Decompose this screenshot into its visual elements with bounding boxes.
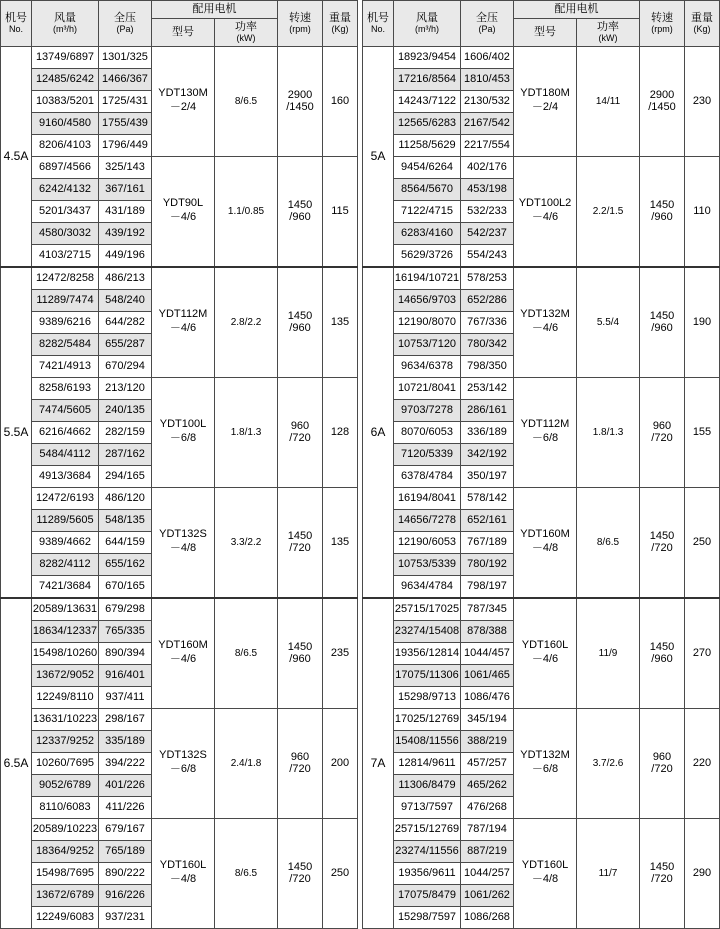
pressure-cell: 670/294 xyxy=(99,355,152,377)
flow-cell: 4580/3032 xyxy=(32,222,99,244)
pressure-cell: 787/194 xyxy=(461,818,514,840)
pressure-cell: 367/161 xyxy=(99,178,152,200)
flow-cell: 12249/8110 xyxy=(32,686,99,708)
flow-cell: 12190/6053 xyxy=(394,531,461,553)
flow-cell: 12249/6083 xyxy=(32,906,99,928)
header-pressure: 全压 (Pa) xyxy=(99,1,152,47)
pressure-cell: 411/226 xyxy=(99,796,152,818)
pressure-cell: 890/394 xyxy=(99,642,152,664)
table-row xyxy=(363,156,720,178)
table-row xyxy=(1,377,358,399)
flow-cell: 19356/12814 xyxy=(394,642,461,664)
pressure-cell: 548/240 xyxy=(99,289,152,311)
flow-cell: 10721/8041 xyxy=(394,377,461,399)
speed-cell: 1450 /960 xyxy=(278,267,323,378)
header-motor: 配用电机 xyxy=(152,1,278,19)
flow-cell: 11289/7474 xyxy=(32,289,99,311)
flow-cell: 17075/8479 xyxy=(394,884,461,906)
pressure-cell: 542/237 xyxy=(461,222,514,244)
flow-cell: 13672/9052 xyxy=(32,664,99,686)
pressure-cell: 644/159 xyxy=(99,531,152,553)
pressure-cell: 2167/542 xyxy=(461,112,514,134)
pressure-cell: 449/196 xyxy=(99,244,152,267)
pressure-cell: 554/243 xyxy=(461,244,514,267)
motor-model-cell: YDT100L2 －4/6 xyxy=(514,156,577,267)
pressure-cell: 644/282 xyxy=(99,311,152,333)
pressure-cell: 679/298 xyxy=(99,598,152,621)
motor-model-cell: YDT90L －4/6 xyxy=(152,156,215,267)
flow-cell: 7421/3684 xyxy=(32,575,99,598)
pressure-cell: 655/162 xyxy=(99,553,152,575)
flow-cell: 8282/5484 xyxy=(32,333,99,355)
pressure-cell: 679/167 xyxy=(99,818,152,840)
flow-cell: 6242/4132 xyxy=(32,178,99,200)
motor-power-cell: 3.7/2.6 xyxy=(577,708,640,818)
flow-cell: 12565/6283 xyxy=(394,112,461,134)
group-no-cell: 6.5A xyxy=(1,598,32,929)
table-row xyxy=(1,487,358,509)
flow-cell: 12472/6193 xyxy=(32,487,99,509)
table-header-row xyxy=(1,1,358,19)
header-motor-model: 型号 xyxy=(152,18,215,46)
pressure-cell: 780/342 xyxy=(461,333,514,355)
weight-cell: 110 xyxy=(685,156,720,267)
pressure-cell: 890/222 xyxy=(99,862,152,884)
table-row xyxy=(363,487,720,509)
speed-cell: 960 /720 xyxy=(640,377,685,487)
pressure-cell: 2217/554 xyxy=(461,134,514,156)
group-no-cell: 4.5A xyxy=(1,46,32,267)
flow-cell: 16194/8041 xyxy=(394,487,461,509)
table-row xyxy=(363,267,720,290)
motor-power-cell: 1.1/0.85 xyxy=(215,156,278,267)
speed-cell: 1450 /960 xyxy=(640,156,685,267)
pressure-cell: 439/192 xyxy=(99,222,152,244)
flow-cell: 18364/9252 xyxy=(32,840,99,862)
flow-cell: 25715/12769 xyxy=(394,818,461,840)
flow-cell: 7421/4913 xyxy=(32,355,99,377)
flow-cell: 12337/9252 xyxy=(32,730,99,752)
table-row xyxy=(363,818,720,840)
motor-power-cell: 14/11 xyxy=(577,46,640,156)
flow-cell: 20589/13631 xyxy=(32,598,99,621)
motor-model-cell: YDT160L －4/6 xyxy=(514,598,577,709)
flow-cell: 5201/3437 xyxy=(32,200,99,222)
motor-power-cell: 8/6.5 xyxy=(215,46,278,156)
pressure-cell: 1606/402 xyxy=(461,46,514,68)
flow-cell: 14656/9703 xyxy=(394,289,461,311)
motor-power-cell: 2.8/2.2 xyxy=(215,267,278,378)
speed-cell: 960 /720 xyxy=(640,708,685,818)
group-no-cell: 5A xyxy=(363,46,394,267)
header-motor: 配用电机 xyxy=(514,1,640,19)
pressure-cell: 767/336 xyxy=(461,311,514,333)
table-row xyxy=(363,708,720,730)
motor-model-cell: YDT130M －2/4 xyxy=(152,46,215,156)
pressure-cell: 402/176 xyxy=(461,156,514,178)
flow-cell: 12485/6242 xyxy=(32,68,99,90)
flow-cell: 14656/7278 xyxy=(394,509,461,531)
flow-cell: 17216/8564 xyxy=(394,68,461,90)
pressure-cell: 787/345 xyxy=(461,598,514,621)
flow-cell: 17075/11306 xyxy=(394,664,461,686)
motor-power-cell: 1.8/1.3 xyxy=(215,377,278,487)
table-header-row xyxy=(363,1,720,19)
flow-cell: 8564/5670 xyxy=(394,178,461,200)
pressure-cell: 887/219 xyxy=(461,840,514,862)
speed-cell: 1450 /960 xyxy=(278,598,323,709)
group-no-cell: 6A xyxy=(363,267,394,598)
flow-cell: 6216/4662 xyxy=(32,421,99,443)
pressure-cell: 431/189 xyxy=(99,200,152,222)
pressure-cell: 765/335 xyxy=(99,620,152,642)
weight-cell: 200 xyxy=(323,708,358,818)
table-row xyxy=(363,377,720,399)
pressure-cell: 916/401 xyxy=(99,664,152,686)
table-row xyxy=(1,818,358,840)
flow-cell: 9389/4662 xyxy=(32,531,99,553)
flow-cell: 13631/10223 xyxy=(32,708,99,730)
header-speed: 转速 (rpm) xyxy=(278,1,323,47)
header-weight: 重量 (Kg) xyxy=(323,1,358,47)
flow-cell: 9160/4580 xyxy=(32,112,99,134)
pressure-cell: 1755/439 xyxy=(99,112,152,134)
flow-cell: 8110/6083 xyxy=(32,796,99,818)
speed-cell: 960 /720 xyxy=(278,377,323,487)
speed-cell: 1450 /960 xyxy=(278,156,323,267)
pressure-cell: 336/189 xyxy=(461,421,514,443)
flow-cell: 11258/5629 xyxy=(394,134,461,156)
pressure-cell: 486/120 xyxy=(99,487,152,509)
weight-cell: 250 xyxy=(323,818,358,928)
pressure-cell: 1044/257 xyxy=(461,862,514,884)
group-no-cell: 7A xyxy=(363,598,394,929)
flow-cell: 11306/8479 xyxy=(394,774,461,796)
group-no-cell: 5.5A xyxy=(1,267,32,598)
flow-cell: 9634/4784 xyxy=(394,575,461,598)
table-row xyxy=(1,598,358,621)
pressure-cell: 1086/476 xyxy=(461,686,514,708)
pressure-cell: 325/143 xyxy=(99,156,152,178)
pressure-cell: 548/135 xyxy=(99,509,152,531)
flow-cell: 16194/10721 xyxy=(394,267,461,290)
table-row xyxy=(1,46,358,68)
pressure-cell: 213/120 xyxy=(99,377,152,399)
flow-cell: 18634/12337 xyxy=(32,620,99,642)
motor-model-cell: YDT160L －4/8 xyxy=(514,818,577,928)
pressure-cell: 798/350 xyxy=(461,355,514,377)
flow-cell: 10383/5201 xyxy=(32,90,99,112)
header-group-no: 机号 No. xyxy=(1,1,32,47)
flow-cell: 9389/6216 xyxy=(32,311,99,333)
flow-cell: 10753/5339 xyxy=(394,553,461,575)
motor-power-cell: 1.8/1.3 xyxy=(577,377,640,487)
motor-power-cell: 8/6.5 xyxy=(215,598,278,709)
header-group-no: 机号 No. xyxy=(363,1,394,47)
speed-cell: 1450 /960 xyxy=(640,598,685,709)
header-motor-model: 型号 xyxy=(514,18,577,46)
pressure-cell: 765/189 xyxy=(99,840,152,862)
pressure-cell: 578/253 xyxy=(461,267,514,290)
header-flow: 风量 (m³/h) xyxy=(394,1,461,47)
pressure-cell: 486/213 xyxy=(99,267,152,290)
speed-cell: 1450 /720 xyxy=(640,818,685,928)
flow-cell: 23274/11556 xyxy=(394,840,461,862)
pressure-cell: 453/198 xyxy=(461,178,514,200)
flow-cell: 13672/6789 xyxy=(32,884,99,906)
table-row xyxy=(363,598,720,621)
flow-cell: 9052/6789 xyxy=(32,774,99,796)
speed-cell: 1450 /720 xyxy=(640,487,685,598)
speed-cell: 2900 /1450 xyxy=(278,46,323,156)
weight-cell: 160 xyxy=(323,46,358,156)
fan-spec-table-right xyxy=(362,0,720,929)
motor-power-cell: 11/7 xyxy=(577,818,640,928)
pressure-cell: 652/161 xyxy=(461,509,514,531)
header-speed: 转速 (rpm) xyxy=(640,1,685,47)
pressure-cell: 335/189 xyxy=(99,730,152,752)
flow-cell: 5629/3726 xyxy=(394,244,461,267)
motor-power-cell: 5.5/4 xyxy=(577,267,640,378)
flow-cell: 18923/9454 xyxy=(394,46,461,68)
flow-cell: 6897/4566 xyxy=(32,156,99,178)
weight-cell: 220 xyxy=(685,708,720,818)
weight-cell: 290 xyxy=(685,818,720,928)
pressure-cell: 1301/325 xyxy=(99,46,152,68)
pressure-cell: 916/226 xyxy=(99,884,152,906)
fan-spec-table-left xyxy=(0,0,358,929)
pressure-cell: 394/222 xyxy=(99,752,152,774)
flow-cell: 15298/9713 xyxy=(394,686,461,708)
flow-cell: 12472/8258 xyxy=(32,267,99,290)
pressure-cell: 937/411 xyxy=(99,686,152,708)
motor-power-cell: 11/9 xyxy=(577,598,640,709)
pressure-cell: 878/388 xyxy=(461,620,514,642)
pressure-cell: 465/262 xyxy=(461,774,514,796)
speed-cell: 1450 /720 xyxy=(278,818,323,928)
pressure-cell: 401/226 xyxy=(99,774,152,796)
motor-model-cell: YDT112M －6/8 xyxy=(514,377,577,487)
pressure-cell: 253/142 xyxy=(461,377,514,399)
flow-cell: 7474/5605 xyxy=(32,399,99,421)
pressure-cell: 2130/532 xyxy=(461,90,514,112)
weight-cell: 115 xyxy=(323,156,358,267)
flow-cell: 23274/15408 xyxy=(394,620,461,642)
flow-cell: 17025/12769 xyxy=(394,708,461,730)
pressure-cell: 345/194 xyxy=(461,708,514,730)
flow-cell: 12190/8070 xyxy=(394,311,461,333)
weight-cell: 135 xyxy=(323,267,358,378)
flow-cell: 5484/4112 xyxy=(32,443,99,465)
header-motor-power: 功率 (kW) xyxy=(577,18,640,46)
weight-cell: 250 xyxy=(685,487,720,598)
motor-power-cell: 2.4/1.8 xyxy=(215,708,278,818)
flow-cell: 6378/4784 xyxy=(394,465,461,487)
weight-cell: 128 xyxy=(323,377,358,487)
header-pressure: 全压 (Pa) xyxy=(461,1,514,47)
flow-cell: 8258/6193 xyxy=(32,377,99,399)
flow-cell: 9713/7597 xyxy=(394,796,461,818)
table-row xyxy=(363,46,720,68)
weight-cell: 230 xyxy=(685,46,720,156)
flow-cell: 10753/7120 xyxy=(394,333,461,355)
flow-cell: 20589/10223 xyxy=(32,818,99,840)
speed-cell: 1450 /960 xyxy=(640,267,685,378)
pressure-cell: 578/142 xyxy=(461,487,514,509)
pressure-cell: 282/159 xyxy=(99,421,152,443)
pressure-cell: 1061/465 xyxy=(461,664,514,686)
pressure-cell: 240/135 xyxy=(99,399,152,421)
motor-model-cell: YDT160M －4/8 xyxy=(514,487,577,598)
pressure-cell: 1796/449 xyxy=(99,134,152,156)
pressure-cell: 457/257 xyxy=(461,752,514,774)
flow-cell: 12814/9611 xyxy=(394,752,461,774)
motor-model-cell: YDT132M －6/8 xyxy=(514,708,577,818)
pressure-cell: 342/192 xyxy=(461,443,514,465)
pressure-cell: 298/167 xyxy=(99,708,152,730)
flow-cell: 15408/11556 xyxy=(394,730,461,752)
flow-cell: 4103/2715 xyxy=(32,244,99,267)
speed-cell: 2900 /1450 xyxy=(640,46,685,156)
motor-model-cell: YDT160M －4/6 xyxy=(152,598,215,709)
flow-cell: 9634/6378 xyxy=(394,355,461,377)
pressure-cell: 287/162 xyxy=(99,443,152,465)
pressure-cell: 780/192 xyxy=(461,553,514,575)
motor-model-cell: YDT112M －4/6 xyxy=(152,267,215,378)
flow-cell: 4913/3684 xyxy=(32,465,99,487)
weight-cell: 190 xyxy=(685,267,720,378)
header-flow: 风量 (m³/h) xyxy=(32,1,99,47)
pressure-cell: 532/233 xyxy=(461,200,514,222)
flow-cell: 8282/4112 xyxy=(32,553,99,575)
pressure-cell: 388/219 xyxy=(461,730,514,752)
motor-model-cell: YDT180M －2/4 xyxy=(514,46,577,156)
flow-cell: 9454/6264 xyxy=(394,156,461,178)
table-row xyxy=(1,156,358,178)
flow-cell: 15498/10260 xyxy=(32,642,99,664)
motor-power-cell: 8/6.5 xyxy=(577,487,640,598)
weight-cell: 155 xyxy=(685,377,720,487)
flow-cell: 7122/4715 xyxy=(394,200,461,222)
pressure-cell: 1466/367 xyxy=(99,68,152,90)
pressure-cell: 294/165 xyxy=(99,465,152,487)
pressure-cell: 1086/268 xyxy=(461,906,514,928)
motor-power-cell: 8/6.5 xyxy=(215,818,278,928)
pressure-cell: 670/165 xyxy=(99,575,152,598)
motor-model-cell: YDT132S －6/8 xyxy=(152,708,215,818)
flow-cell: 7120/5339 xyxy=(394,443,461,465)
flow-cell: 15298/7597 xyxy=(394,906,461,928)
pressure-cell: 767/189 xyxy=(461,531,514,553)
table-row xyxy=(1,708,358,730)
pressure-cell: 655/287 xyxy=(99,333,152,355)
pressure-cell: 652/286 xyxy=(461,289,514,311)
flow-cell: 8070/6053 xyxy=(394,421,461,443)
flow-cell: 15498/7695 xyxy=(32,862,99,884)
motor-power-cell: 2.2/1.5 xyxy=(577,156,640,267)
pressure-cell: 937/231 xyxy=(99,906,152,928)
flow-cell: 8206/4103 xyxy=(32,134,99,156)
speed-cell: 1450 /720 xyxy=(278,487,323,598)
pressure-cell: 1810/453 xyxy=(461,68,514,90)
flow-cell: 19356/9611 xyxy=(394,862,461,884)
pressure-cell: 1044/457 xyxy=(461,642,514,664)
pressure-cell: 286/161 xyxy=(461,399,514,421)
motor-model-cell: YDT100L －6/8 xyxy=(152,377,215,487)
weight-cell: 135 xyxy=(323,487,358,598)
flow-cell: 11289/5605 xyxy=(32,509,99,531)
pressure-cell: 1061/262 xyxy=(461,884,514,906)
table-row xyxy=(1,267,358,290)
flow-cell: 13749/6897 xyxy=(32,46,99,68)
header-motor-power: 功率 (kW) xyxy=(215,18,278,46)
motor-model-cell: YDT132S －4/8 xyxy=(152,487,215,598)
weight-cell: 270 xyxy=(685,598,720,709)
flow-cell: 6283/4160 xyxy=(394,222,461,244)
pressure-cell: 1725/431 xyxy=(99,90,152,112)
weight-cell: 235 xyxy=(323,598,358,709)
motor-model-cell: YDT160L －4/8 xyxy=(152,818,215,928)
flow-cell: 25715/17025 xyxy=(394,598,461,621)
pressure-cell: 798/197 xyxy=(461,575,514,598)
pressure-cell: 476/268 xyxy=(461,796,514,818)
pressure-cell: 350/197 xyxy=(461,465,514,487)
flow-cell: 14243/7122 xyxy=(394,90,461,112)
motor-model-cell: YDT132M －4/6 xyxy=(514,267,577,378)
speed-cell: 960 /720 xyxy=(278,708,323,818)
motor-power-cell: 3.3/2.2 xyxy=(215,487,278,598)
flow-cell: 10260/7695 xyxy=(32,752,99,774)
header-weight: 重量 (Kg) xyxy=(685,1,720,47)
flow-cell: 9703/7278 xyxy=(394,399,461,421)
